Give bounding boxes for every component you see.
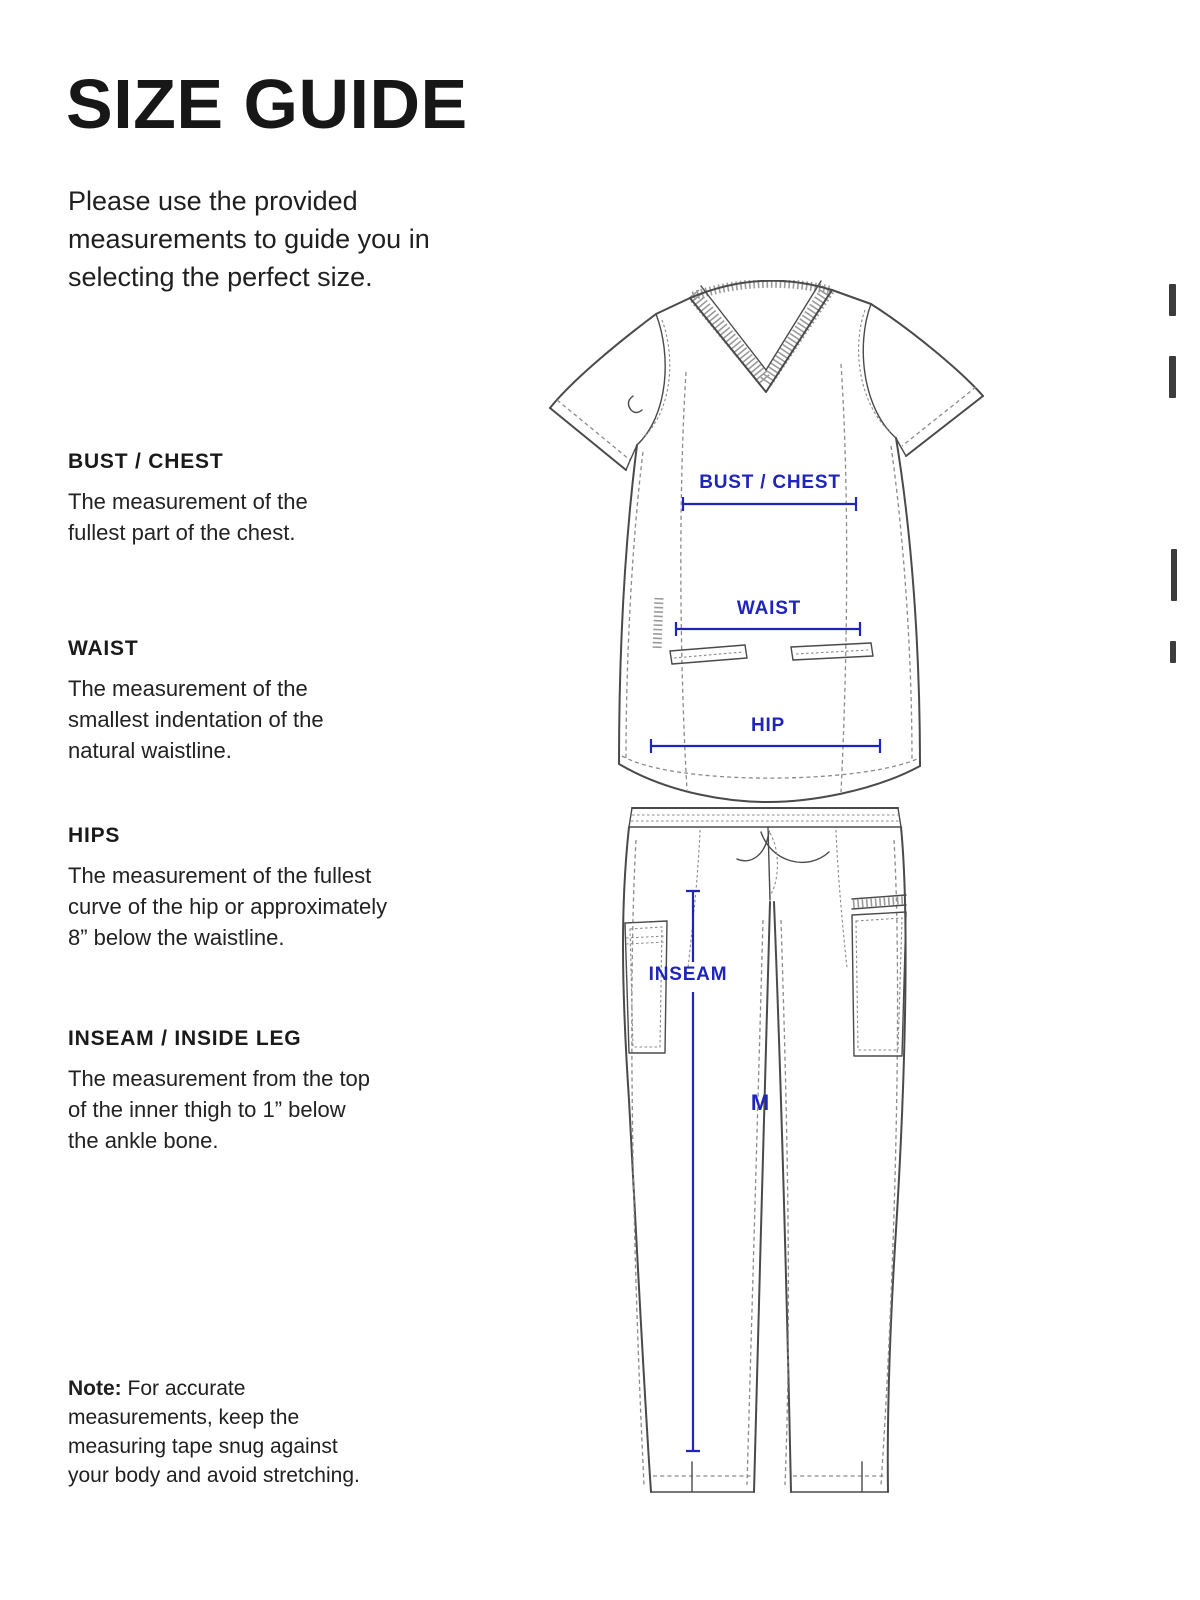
body-line: The measurement of the [68, 489, 308, 514]
body-line: natural waistline. [68, 738, 232, 763]
body-line: of the inner thigh to 1” below [68, 1097, 346, 1122]
left-cargo-pocket [625, 921, 667, 1053]
section-heading: BUST / CHEST [68, 450, 224, 473]
intro-line: measurements to guide you in [68, 224, 430, 254]
side-rib-detail [657, 598, 659, 650]
right-princess-seam [841, 364, 847, 792]
left-cuff-stitch [557, 400, 630, 460]
note-line: measurements, keep the [68, 1406, 300, 1429]
left-sleeve-outline [550, 314, 656, 408]
left-princess-seam [681, 372, 687, 790]
right-shoulder-seam [832, 290, 871, 304]
note-line [68, 1374, 360, 1403]
note-line: measuring tape snug against [68, 1435, 338, 1458]
intro-line: Please use the provided [68, 186, 358, 216]
drawstring-left [737, 831, 769, 861]
section-hips [68, 824, 387, 953]
intro-text [68, 182, 430, 296]
left-inseam-stitch [747, 920, 763, 1485]
inseam-label: INSEAM [648, 964, 728, 985]
section-heading: WAIST [68, 637, 139, 660]
bust-chest-label: BUST / CHEST [699, 472, 841, 493]
left-leg-inner [754, 902, 770, 1492]
section-heading: INSEAM / INSIDE LEG [68, 1027, 302, 1050]
front-rise-seam [768, 827, 770, 900]
right-cuff-stitch [902, 387, 976, 446]
measurement-annotations [649, 472, 880, 1451]
page-title: SIZE GUIDE [66, 65, 468, 143]
size-diagram [540, 280, 992, 1522]
viewport-edge-artifact [1169, 284, 1176, 316]
sleeve-tag-curl [628, 396, 642, 413]
right-armhole-stitch [859, 310, 890, 432]
bust-measure-line [683, 497, 856, 511]
viewport-edge-artifact [1170, 641, 1176, 663]
right-welt-pocket [791, 643, 873, 660]
body-line: curve of the hip or approximately [68, 894, 388, 919]
viewport-edge-artifact [1169, 356, 1176, 398]
body-line: The measurement of the fullest [68, 863, 372, 888]
left-sleeve-cuff [550, 408, 626, 470]
section-inseam [68, 1027, 370, 1156]
body-line: smallest indentation of the [68, 707, 324, 732]
left-panel-stitch [626, 452, 643, 758]
waistband-sides [629, 808, 901, 827]
scrub-pants-illustration [623, 808, 906, 1492]
left-leg-outer [623, 827, 651, 1492]
waist-label: WAIST [736, 598, 802, 619]
section-body [68, 860, 387, 953]
hip-measure-line [651, 739, 880, 753]
waist-measure-line [676, 622, 860, 636]
intro-line: selecting the perfect size. [68, 262, 373, 292]
right-side-seam [896, 438, 920, 766]
waistband-stitch [631, 815, 899, 821]
body-line: the ankle bone. [68, 1128, 219, 1153]
viewport-edge-artifact [1171, 549, 1177, 601]
right-cargo-pocket [852, 895, 906, 1056]
section-waist [68, 637, 324, 766]
left-shoulder-seam [656, 298, 690, 314]
section-heading: HIPS [68, 824, 121, 847]
section-body [68, 486, 308, 548]
note-text [68, 1374, 360, 1490]
note-label: Note: [68, 1377, 122, 1400]
left-side-seam [619, 445, 637, 764]
body-line: The measurement from the top [68, 1066, 371, 1091]
size-marker-label: M [750, 1090, 770, 1115]
right-sleeve-outline [871, 304, 983, 396]
section-body [68, 1063, 370, 1156]
hem-stitch [622, 756, 917, 778]
right-armhole-seam [863, 304, 896, 438]
right-sleeve-cuff [906, 396, 983, 456]
body-line: The measurement of the [68, 676, 308, 701]
section-body [68, 673, 324, 766]
right-crease-stitch [836, 830, 847, 968]
left-armhole-stitch [643, 320, 670, 438]
drawstring-right [761, 832, 829, 862]
body-line: fullest part of the chest. [68, 520, 296, 545]
right-leg-inner [774, 902, 791, 1492]
section-bust-chest [68, 450, 308, 548]
hip-label: HIP [750, 715, 786, 736]
note-line-rest: For accurate [127, 1377, 246, 1400]
note-line: your body and avoid stretching. [68, 1464, 360, 1487]
left-armhole-seam [637, 314, 665, 445]
body-line: 8” below the waistline. [68, 925, 285, 950]
right-panel-stitch [891, 446, 912, 760]
